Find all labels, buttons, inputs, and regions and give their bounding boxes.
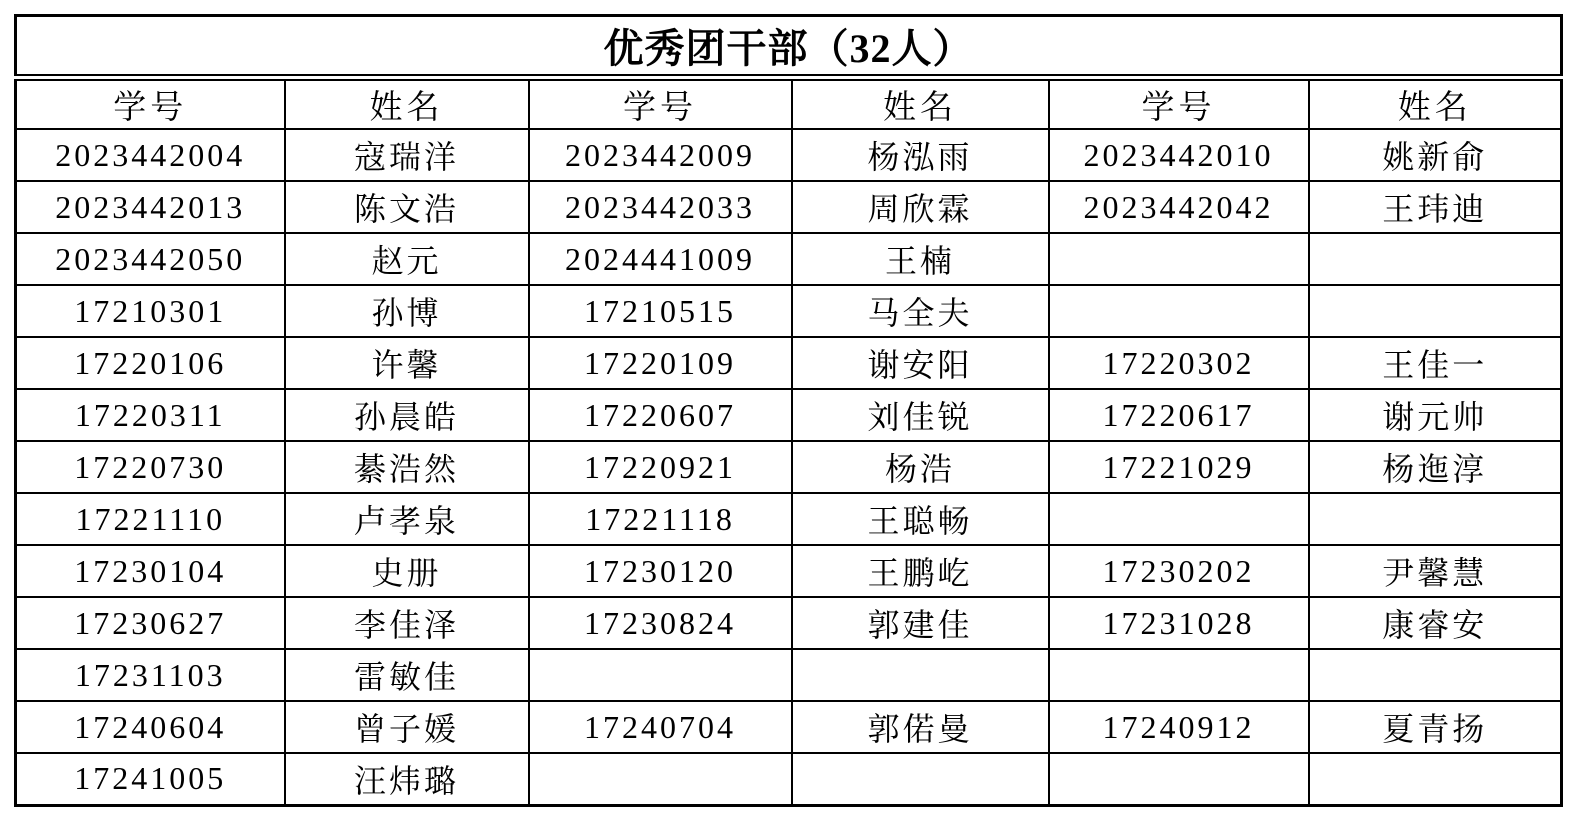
student-id-cell: 2023442009 — [529, 129, 792, 181]
name-cell: 汪炜璐 — [285, 753, 529, 805]
student-id-cell: 17220921 — [529, 441, 792, 493]
name-cell: 陈文浩 — [285, 181, 529, 233]
name-cell: 綦浩然 — [285, 441, 529, 493]
name-cell — [792, 649, 1049, 701]
table-row — [16, 649, 1562, 701]
name-cell: 王玮迪 — [1309, 181, 1562, 233]
student-id-cell — [1049, 493, 1309, 545]
table-row — [16, 233, 1562, 285]
header-name: 姓名 — [792, 78, 1049, 130]
name-cell: 史册 — [285, 545, 529, 597]
student-id-cell — [1049, 649, 1309, 701]
name-cell: 康睿安 — [1309, 597, 1562, 649]
name-cell — [1309, 285, 1562, 337]
student-id-cell: 17220311 — [16, 389, 285, 441]
student-id-cell: 2023442042 — [1049, 181, 1309, 233]
student-id-cell: 2023442033 — [529, 181, 792, 233]
student-id-cell: 17220109 — [529, 337, 792, 389]
header-student-id: 学号 — [1049, 78, 1309, 130]
student-id-cell — [1049, 753, 1309, 805]
name-cell: 杨浩 — [792, 441, 1049, 493]
title-row — [16, 16, 1562, 78]
student-id-cell: 17220617 — [1049, 389, 1309, 441]
student-id-cell: 17230824 — [529, 597, 792, 649]
student-id-cell: 17231028 — [1049, 597, 1309, 649]
student-id-cell: 2023442010 — [1049, 129, 1309, 181]
name-cell: 马全夫 — [792, 285, 1049, 337]
name-cell — [792, 753, 1049, 805]
table-row — [16, 597, 1562, 649]
name-cell: 寇瑞洋 — [285, 129, 529, 181]
student-id-cell: 2023442004 — [16, 129, 285, 181]
table-row — [16, 493, 1562, 545]
student-id-cell: 17230104 — [16, 545, 285, 597]
student-id-cell: 17230627 — [16, 597, 285, 649]
name-cell: 夏青扬 — [1309, 701, 1562, 753]
name-cell: 雷敏佳 — [285, 649, 529, 701]
header-student-id: 学号 — [16, 78, 285, 130]
student-id-cell: 17241005 — [16, 753, 285, 805]
student-id-cell: 17220607 — [529, 389, 792, 441]
name-cell: 王楠 — [792, 233, 1049, 285]
name-cell: 王佳一 — [1309, 337, 1562, 389]
header-row — [16, 78, 1562, 130]
student-id-cell: 17221029 — [1049, 441, 1309, 493]
name-cell: 郭偌曼 — [792, 701, 1049, 753]
table-title: 优秀团干部（32人） — [16, 16, 1562, 78]
table-row — [16, 701, 1562, 753]
student-id-cell: 17240604 — [16, 701, 285, 753]
student-id-cell: 2024441009 — [529, 233, 792, 285]
table-row — [16, 545, 1562, 597]
student-id-cell: 17221110 — [16, 493, 285, 545]
name-cell: 许馨 — [285, 337, 529, 389]
name-cell — [1309, 233, 1562, 285]
name-cell: 孙博 — [285, 285, 529, 337]
name-cell: 杨泓雨 — [792, 129, 1049, 181]
table-row — [16, 181, 1562, 233]
name-cell — [1309, 493, 1562, 545]
table-row — [16, 337, 1562, 389]
table-row — [16, 753, 1562, 805]
name-cell: 赵元 — [285, 233, 529, 285]
student-id-cell: 17210515 — [529, 285, 792, 337]
header-student-id: 学号 — [529, 78, 792, 130]
name-cell: 谢安阳 — [792, 337, 1049, 389]
student-id-cell: 17220302 — [1049, 337, 1309, 389]
name-cell — [1309, 753, 1562, 805]
student-id-cell: 17231103 — [16, 649, 285, 701]
table-row — [16, 389, 1562, 441]
student-id-cell — [1049, 233, 1309, 285]
name-cell: 刘佳锐 — [792, 389, 1049, 441]
name-cell: 王鹏屹 — [792, 545, 1049, 597]
roster-table — [14, 14, 1563, 807]
header-name: 姓名 — [285, 78, 529, 130]
table-row — [16, 441, 1562, 493]
header-name: 姓名 — [1309, 78, 1562, 130]
name-cell: 姚新俞 — [1309, 129, 1562, 181]
student-id-cell: 17240912 — [1049, 701, 1309, 753]
student-id-cell: 2023442050 — [16, 233, 285, 285]
name-cell: 孙晨皓 — [285, 389, 529, 441]
name-cell: 谢元帅 — [1309, 389, 1562, 441]
student-id-cell: 17220106 — [16, 337, 285, 389]
student-id-cell — [1049, 285, 1309, 337]
name-cell: 周欣霖 — [792, 181, 1049, 233]
table-row — [16, 285, 1562, 337]
student-id-cell: 2023442013 — [16, 181, 285, 233]
name-cell: 卢孝泉 — [285, 493, 529, 545]
student-id-cell: 17210301 — [16, 285, 285, 337]
name-cell: 王聪畅 — [792, 493, 1049, 545]
table-row — [16, 129, 1562, 181]
name-cell: 郭建佳 — [792, 597, 1049, 649]
student-id-cell: 17230202 — [1049, 545, 1309, 597]
student-id-cell — [529, 649, 792, 701]
name-cell: 曾子媛 — [285, 701, 529, 753]
table-body — [16, 129, 1562, 805]
name-cell: 李佳泽 — [285, 597, 529, 649]
name-cell: 杨迤淳 — [1309, 441, 1562, 493]
name-cell — [1309, 649, 1562, 701]
student-id-cell: 17220730 — [16, 441, 285, 493]
name-cell: 尹馨慧 — [1309, 545, 1562, 597]
student-id-cell: 17230120 — [529, 545, 792, 597]
student-id-cell: 17240704 — [529, 701, 792, 753]
student-id-cell: 17221118 — [529, 493, 792, 545]
student-id-cell — [529, 753, 792, 805]
